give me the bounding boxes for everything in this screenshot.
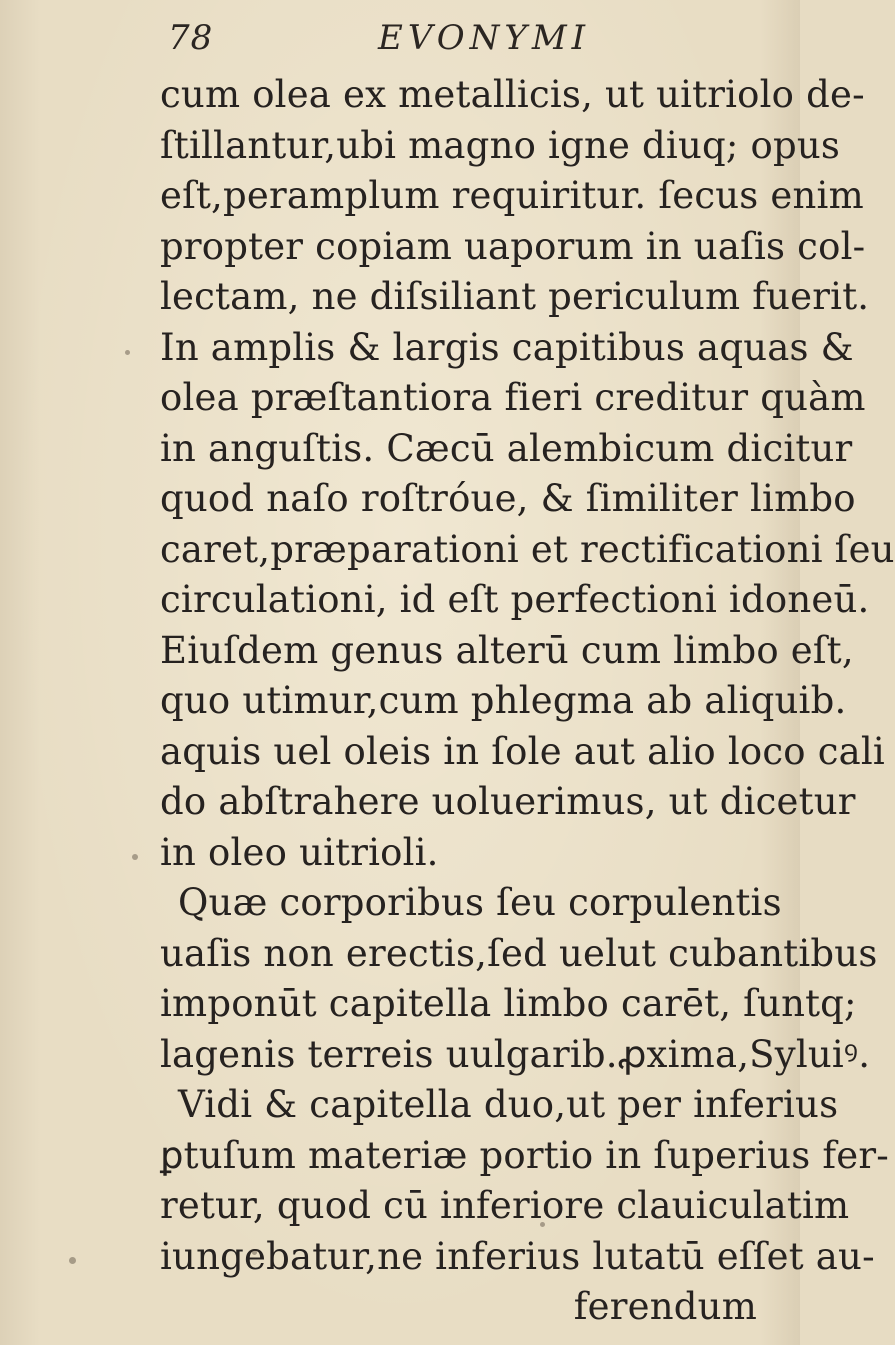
ink-spot: [125, 350, 130, 355]
text-line: lectam, ne diſsiliant periculum fuerit.: [160, 275, 870, 318]
text-line: aquis uel oleis in ſole aut alio loco cali: [160, 729, 885, 773]
running-head: EVONYMI: [378, 18, 591, 58]
page-header: [168, 14, 638, 64]
text-line: retur, quod cū inferiore clauiculatim: [160, 1184, 850, 1227]
text-line: ſtillantur,ubi magno igne diuq; opus: [160, 123, 841, 167]
text-line: cum olea ex metallicis, ut uitriolo de-: [160, 73, 865, 116]
text-line: caret,præparationi et rectificationi ſeu: [160, 527, 895, 571]
text-line: imponūt capitella limbo carēt, ſuntq;: [160, 982, 857, 1025]
ink-spot: [132, 854, 138, 860]
ink-spot: [69, 1257, 76, 1264]
text-line: propter copiam uaporum in uaſis col-: [160, 224, 866, 268]
text-line: quo utimur,cum phlegma ab aliquib.: [160, 679, 847, 722]
page-number: 78: [168, 18, 214, 58]
catchword: ferendum: [573, 1285, 757, 1328]
text-line: iungebatur,ne inferius lutatū eſſet au-: [160, 1234, 875, 1278]
text-line: in anguſtis. Cæcū alembicum dicitur: [160, 426, 853, 470]
text-line: Eiuſdem genus alterū cum limbo eſt,: [160, 628, 854, 672]
text-line: circulationi, id eſt perfectioni idoneū.: [160, 578, 870, 621]
text-line: In amplis & largis capitibus aquas &: [160, 325, 854, 369]
text-line: ꝑtuſum materiæ portio in ſuperius fer-: [160, 1133, 889, 1177]
text-line: in oleo uitrioli.: [160, 830, 439, 874]
text-line: olea præſtantiora fieri creditur quàm: [160, 376, 866, 419]
text-line: uaſis non erectis,ſed uelut cubantibus: [160, 931, 878, 975]
body-text: [160, 70, 895, 1333]
text-line: quod naſo roſtróue, & ſimiliter limbo: [160, 477, 856, 520]
paragraph-start-line: Vidi & capitella duo,ut per inferius: [178, 1083, 839, 1126]
text-line: eſt,peramplum requiritur. ſecus enim: [160, 174, 864, 217]
text-line: lagenis terreis uulgarib.ꝓxima,Syluiꝰ.: [160, 1032, 871, 1076]
text-line: do abſtrahere uoluerimus, ut dicetur: [160, 780, 856, 823]
paragraph-start-line: Quæ corporibus ſeu corpulentis: [178, 881, 782, 924]
